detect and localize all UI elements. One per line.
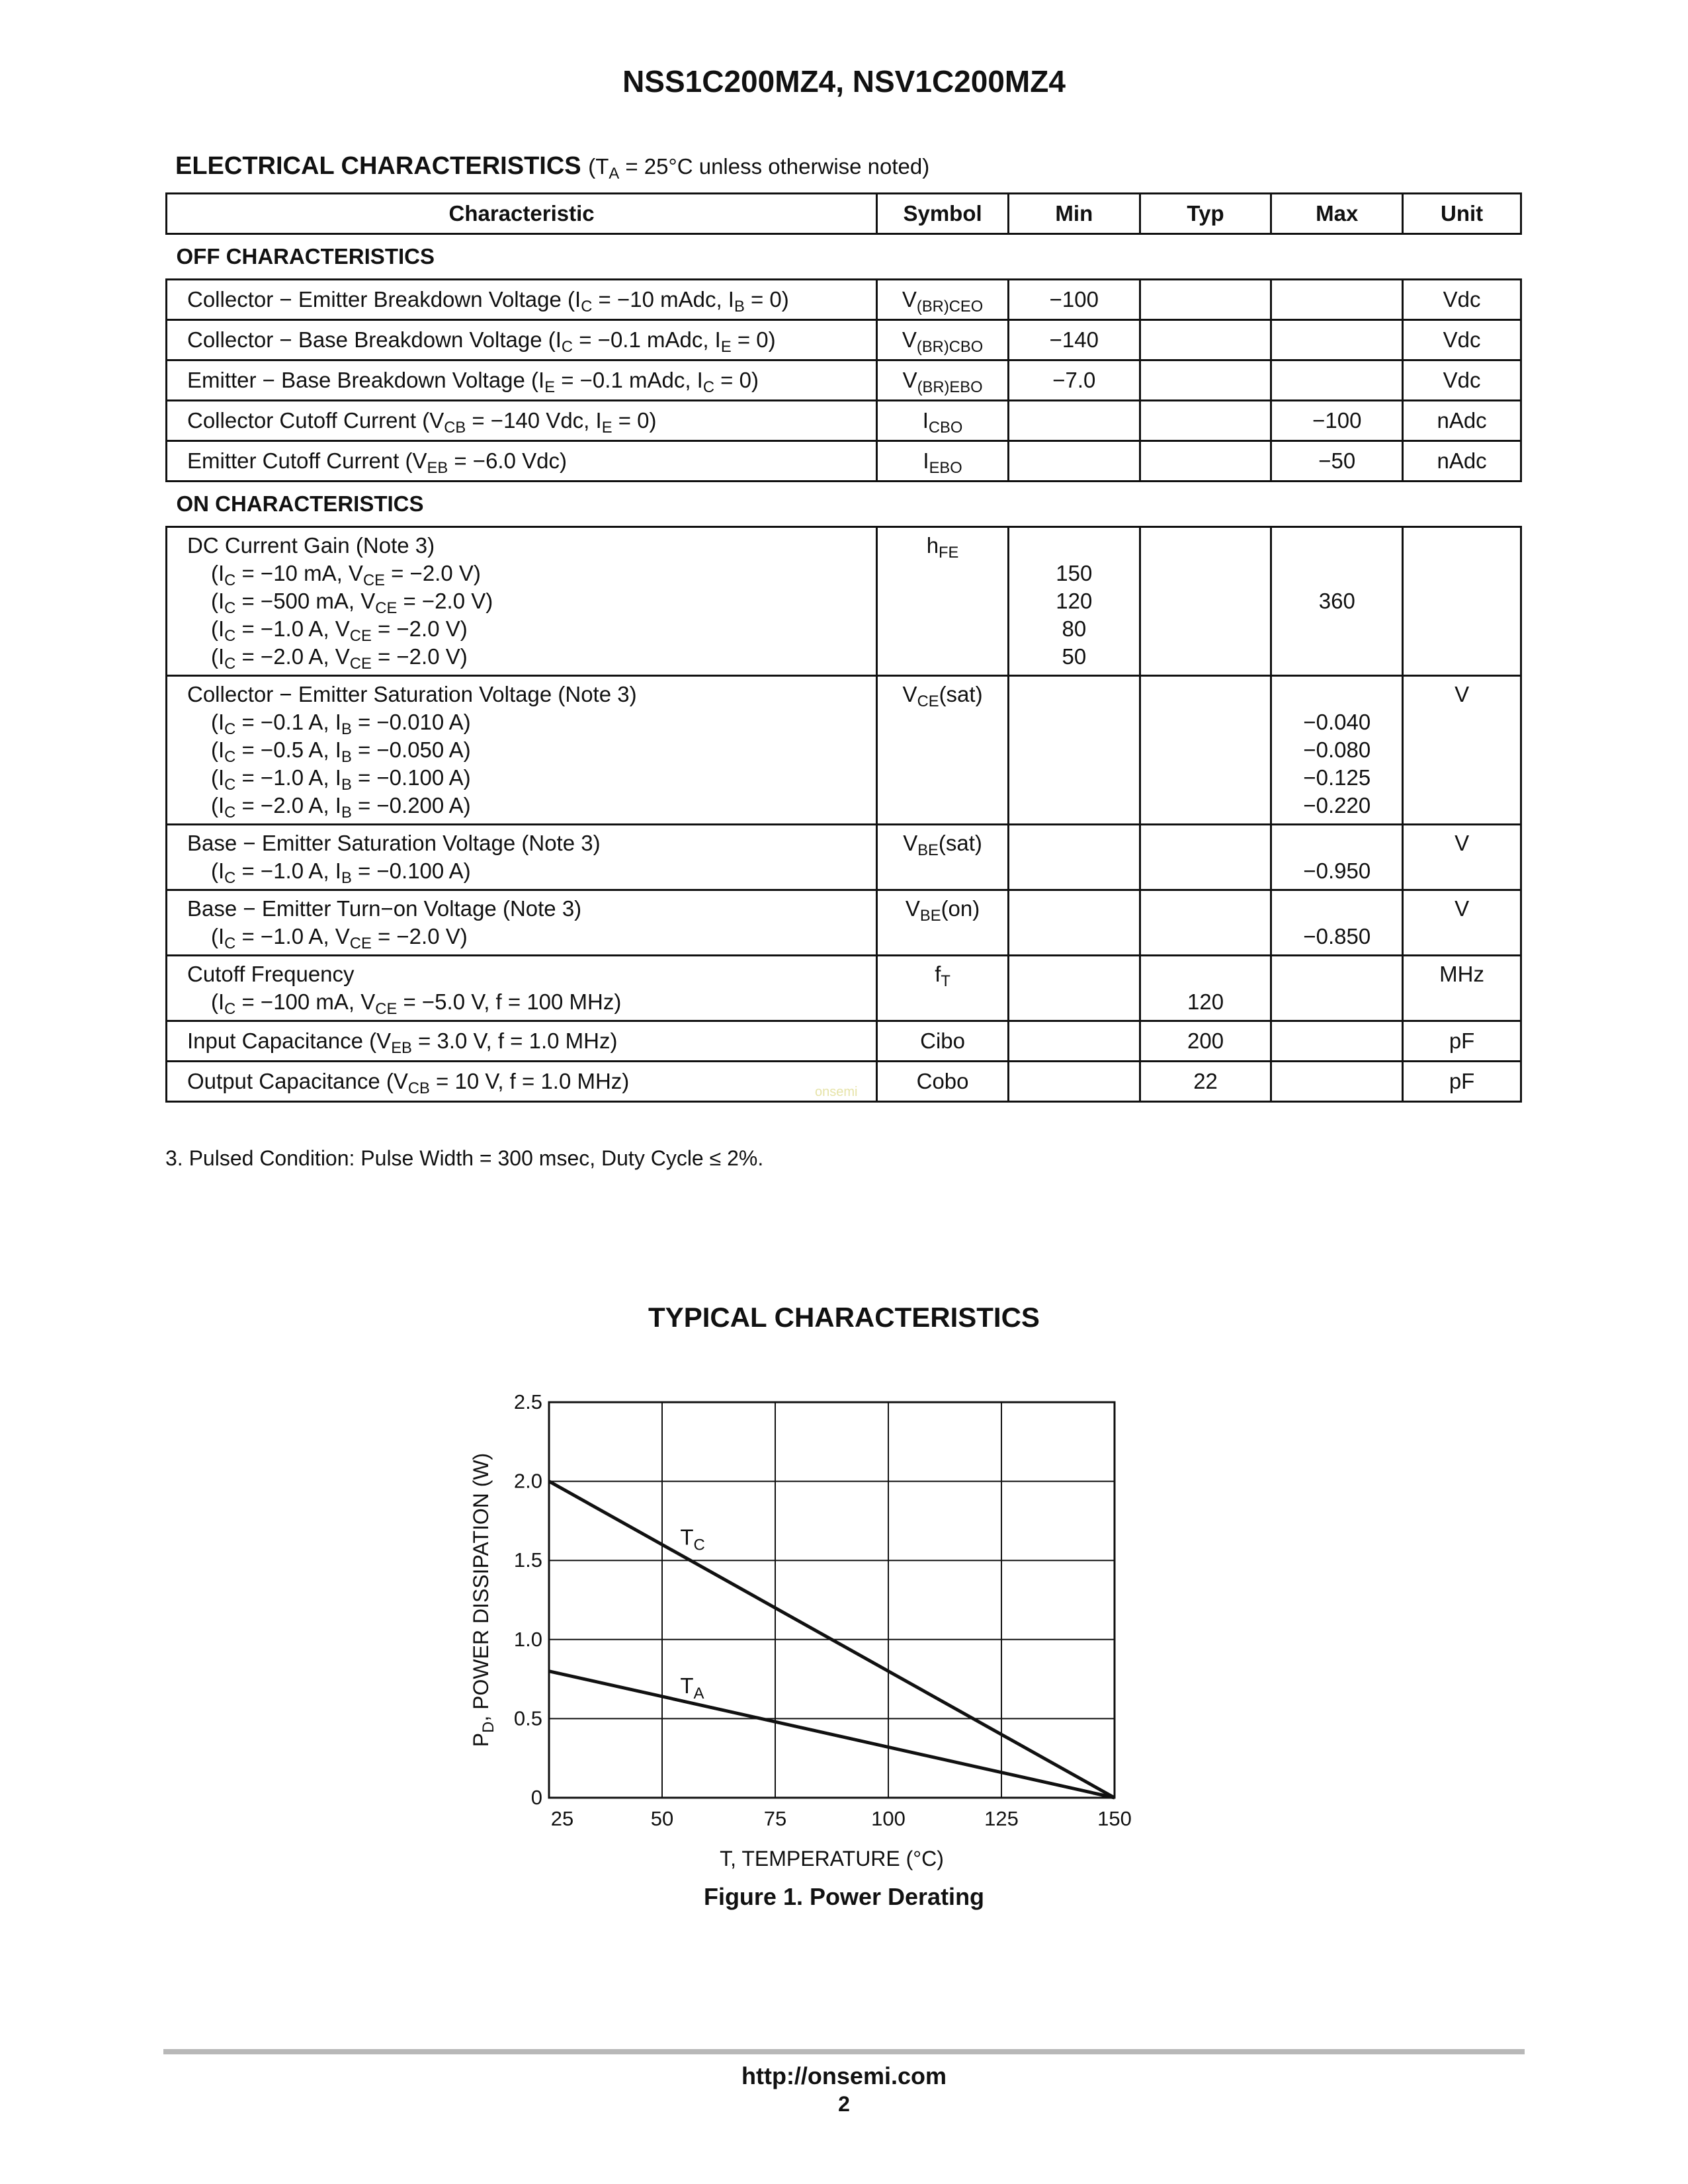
series-label: $T_A$ xyxy=(680,1673,704,1703)
min-cell: −100 xyxy=(1008,280,1140,320)
table-row xyxy=(167,825,1521,890)
section-title: ELECTRICAL CHARACTERISTICS xyxy=(175,152,581,180)
y-tick-label: 0.5 xyxy=(513,1706,542,1730)
max-cell xyxy=(1271,956,1403,1021)
characteristic-cell: Emitter Cutoff Current ($V_{EB} = -6.0$ Vdc) xyxy=(167,441,877,482)
typ-cell xyxy=(1140,441,1271,482)
symbol-cell: $h_{FE}$ xyxy=(877,527,1009,676)
section-heading xyxy=(175,152,929,181)
header-typ: Typ xyxy=(1140,194,1271,234)
footer-url[interactable]: http://onsemi.com xyxy=(741,2062,947,2089)
typ-cell xyxy=(1140,401,1271,441)
typ-cell xyxy=(1140,825,1271,890)
max-cell xyxy=(1271,280,1403,320)
characteristic-cell: Collector − Base Breakdown Voltage ($I_C = -0.1$ mAdc, $I_E = 0$) xyxy=(167,320,877,360)
typ-cell: 200 xyxy=(1140,1021,1271,1062)
document-title: NSS1C200MZ4, NSV1C200MZ4 xyxy=(622,64,1066,99)
characteristic-cell: Base − Emitter Saturation Voltage (Note 3) ($I_C = -1.0$ A, $I_B = -0.100$ A) xyxy=(167,825,877,890)
electrical-characteristics-table xyxy=(165,192,1522,1103)
characteristic-cell: Emitter − Base Breakdown Voltage ($I_E = -0.1$ mAdc, $I_C = 0$) xyxy=(167,360,877,401)
figure-caption: Figure 1. Power Derating xyxy=(703,1883,985,1910)
section-condition: ($T_A = 25^\circ C$ unless otherwise noted) xyxy=(588,154,930,183)
symbol-cell: $V_{BE}(sat)$ xyxy=(877,825,1009,890)
unit-cell: nAdc xyxy=(1403,401,1521,441)
series-label: $T_C$ xyxy=(680,1525,705,1554)
characteristic-cell: Output Capacitance ($V_{CB} = 10$ V, f = 1.0 MHz) xyxy=(167,1062,877,1102)
y-tick-label: 1.0 xyxy=(513,1627,542,1651)
characteristic-cell: Base − Emitter Turn−on Voltage (Note 3) ($I_C = -1.0$ A, $V_{CE} = -2.0$ V) xyxy=(167,890,877,956)
typ-cell xyxy=(1140,320,1271,360)
y-tick-label: 2.0 xyxy=(513,1469,542,1493)
min-cell: −140 xyxy=(1008,320,1140,360)
header-characteristic: Characteristic xyxy=(167,194,877,234)
max-cell xyxy=(1271,1021,1403,1062)
y-tick-label: 2.5 xyxy=(513,1390,542,1413)
x-tick-label: 75 xyxy=(763,1807,787,1830)
series-label-subscript: C xyxy=(693,1536,705,1554)
max-cell: −0.950 xyxy=(1271,825,1403,890)
table-row xyxy=(167,280,1521,320)
min-cell: 150 120 80 50 xyxy=(1008,527,1140,676)
x-axis-label: T, TEMPERATURE (°C) xyxy=(720,1847,944,1870)
max-cell: 360 xyxy=(1271,527,1403,676)
unit-cell: Vdc xyxy=(1403,360,1521,401)
header-symbol: Symbol xyxy=(877,194,1009,234)
min-cell xyxy=(1008,1021,1140,1062)
max-cell xyxy=(1271,360,1403,401)
series-label-subscript: A xyxy=(693,1685,704,1703)
symbol-cell: Cobo xyxy=(877,1062,1009,1102)
section-title-cell: OFF CHARACTERISTICS xyxy=(167,234,1521,280)
typ-cell xyxy=(1140,527,1271,676)
table-row xyxy=(167,401,1521,441)
typ-cell xyxy=(1140,676,1271,825)
max-cell: −0.850 xyxy=(1271,890,1403,956)
table-header-row xyxy=(167,194,1521,234)
min-cell xyxy=(1008,676,1140,825)
header-min: Min xyxy=(1008,194,1140,234)
typ-cell: 22 xyxy=(1140,1062,1271,1102)
symbol-cell: $V_{BE}(on)$ xyxy=(877,890,1009,956)
y-axis-label: $P_D$, POWER DISSIPATION (W) xyxy=(469,1452,497,1747)
y-axis-label-subscript: D xyxy=(480,1721,497,1733)
max-cell: −50 xyxy=(1271,441,1403,482)
header-unit: Unit xyxy=(1403,194,1521,234)
x-tick-label: 150 xyxy=(1097,1807,1132,1830)
max-cell xyxy=(1271,1062,1403,1102)
unit-cell: MHz xyxy=(1403,956,1521,1021)
unit-cell: V xyxy=(1403,676,1521,825)
characteristic-cell: Cutoff Frequency ($I_C = -100$ mA, $V_{CE} = -5.0$ V, f = 100 MHz) xyxy=(167,956,877,1021)
max-cell: −0.040 −0.080 −0.125 −0.220 xyxy=(1271,676,1403,825)
y-tick-label: 0 xyxy=(530,1786,542,1809)
x-tick-label: 125 xyxy=(984,1807,1019,1830)
table-row xyxy=(167,676,1521,825)
symbol-cell: $V_{(BR)EBO}$ xyxy=(877,360,1009,401)
unit-cell: V xyxy=(1403,890,1521,956)
symbol-cell: Cibo xyxy=(877,1021,1009,1062)
typ-cell xyxy=(1140,360,1271,401)
unit-cell: nAdc xyxy=(1403,441,1521,482)
symbol-cell: $V_{(BR)CBO}$ xyxy=(877,320,1009,360)
series-line-ta xyxy=(549,1671,1115,1798)
unit-cell: Vdc xyxy=(1403,320,1521,360)
plot-frame xyxy=(549,1402,1115,1798)
typ-cell xyxy=(1140,280,1271,320)
table-row xyxy=(167,320,1521,360)
table-body xyxy=(167,234,1521,1102)
section-row xyxy=(167,234,1521,280)
x-tick-label: 25 xyxy=(550,1807,574,1830)
y-tick-label: 1.5 xyxy=(513,1548,542,1572)
symbol-cell: $I_{CBO}$ xyxy=(877,401,1009,441)
symbol-cell: $f_T$ xyxy=(877,956,1009,1021)
symbol-cell: $I_{EBO}$ xyxy=(877,441,1009,482)
section-title-cell: ON CHARACTERISTICS xyxy=(167,482,1521,527)
symbol-cell: $V_{(BR)CEO}$ xyxy=(877,280,1009,320)
x-tick-label: 100 xyxy=(871,1807,906,1830)
min-cell xyxy=(1008,825,1140,890)
max-cell xyxy=(1271,320,1403,360)
characteristic-cell: Collector − Emitter Saturation Voltage (Note 3) ($I_C = -0.1$ A, $I_B = -0.010$ A) ($I_C = -0.5$ A, $I_B = -0.050$ A) ($I_C = -1.0$ A, $I_B = -0.100$ A) ($I_C = -2.0$ A, $I_B = -0.200$ A) xyxy=(167,676,877,825)
power-derating-chart xyxy=(456,1376,1151,1878)
x-tick-label: 50 xyxy=(650,1807,674,1830)
footer-divider xyxy=(163,2049,1525,2054)
unit-cell: Vdc xyxy=(1403,280,1521,320)
table-row xyxy=(167,527,1521,676)
unit-cell: pF xyxy=(1403,1062,1521,1102)
y-axis-label-rest: , POWER DISSIPATION (W) xyxy=(469,1452,493,1722)
footnote: 3. Pulsed Condition: Pulse Width = 300 msec, Duty Cycle ≤ 2%. xyxy=(165,1146,764,1170)
characteristic-cell: Collector Cutoff Current ($V_{CB} = -140$ Vdc, $I_E = 0$) xyxy=(167,401,877,441)
table-row xyxy=(167,956,1521,1021)
section-row xyxy=(167,482,1521,527)
page-number: 2 xyxy=(838,2092,850,2116)
min-cell xyxy=(1008,1062,1140,1102)
max-cell: −100 xyxy=(1271,401,1403,441)
characteristic-cell: DC Current Gain (Note 3) ($I_C = -10$ mA, $V_{CE} = -2.0$ V) ($I_C = -500$ mA, $V_{CE} = -2.0$ V) ($I_C = -1.0$ A, $V_{CE} = -2.0$ V) ($I_C = -2.0$ A, $V_{CE} = -2.0$ V) xyxy=(167,527,877,676)
characteristic-cell: Input Capacitance ($V_{EB} = 3.0$ V, f = 1.0 MHz) xyxy=(167,1021,877,1062)
watermark: onsemi xyxy=(815,1085,858,1099)
min-cell xyxy=(1008,956,1140,1021)
unit-cell xyxy=(1403,527,1521,676)
min-cell xyxy=(1008,890,1140,956)
min-cell xyxy=(1008,441,1140,482)
header-max: Max xyxy=(1271,194,1403,234)
unit-cell: V xyxy=(1403,825,1521,890)
table-row xyxy=(167,441,1521,482)
table-row xyxy=(167,890,1521,956)
typical-characteristics-heading: TYPICAL CHARACTERISTICS xyxy=(648,1302,1040,1333)
characteristic-cell: Collector − Emitter Breakdown Voltage ($I_C = -10$ mAdc, $I_B = 0$) xyxy=(167,280,877,320)
symbol-cell: $V_{CE}(sat)$ xyxy=(877,676,1009,825)
unit-cell: pF xyxy=(1403,1021,1521,1062)
typ-cell xyxy=(1140,890,1271,956)
table-row xyxy=(167,1021,1521,1062)
table-row xyxy=(167,360,1521,401)
min-cell xyxy=(1008,401,1140,441)
min-cell: −7.0 xyxy=(1008,360,1140,401)
typ-cell: 120 xyxy=(1140,956,1271,1021)
